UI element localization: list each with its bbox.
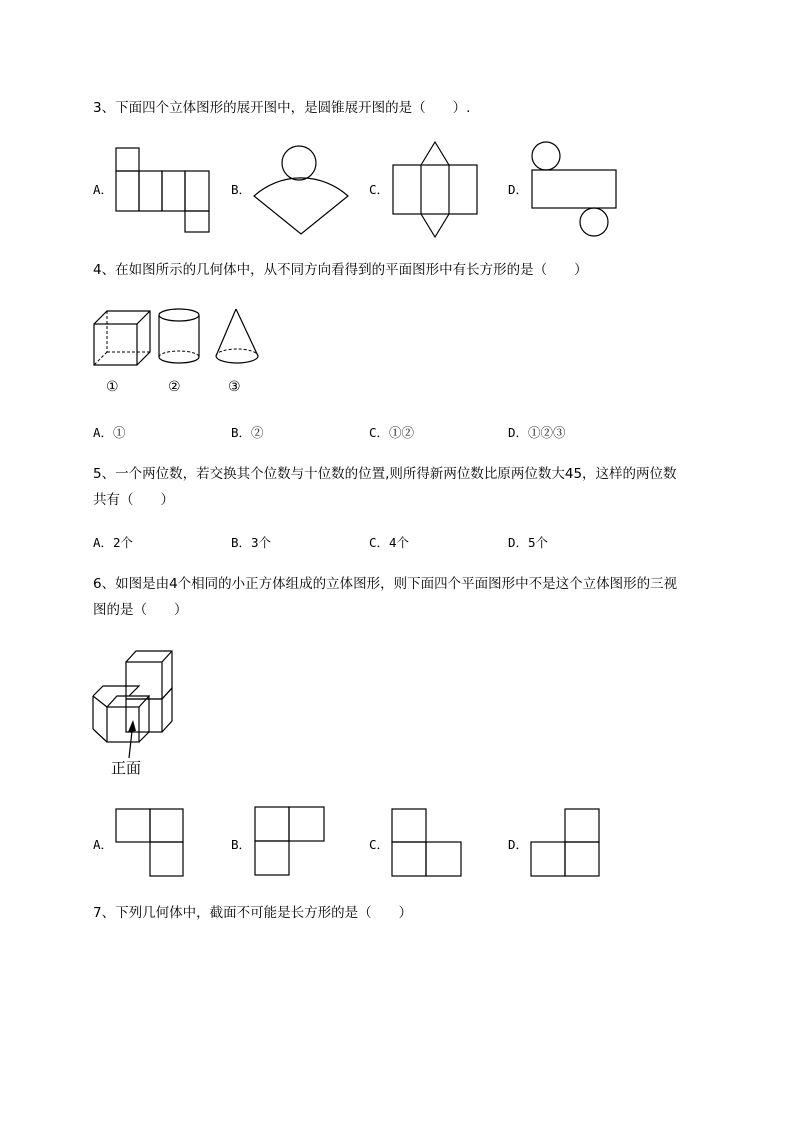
question-3-text: 3、下面四个立体图形的展开图中，是圆锥展开图的是（ ）. [93, 100, 471, 116]
q6-option-c-label: C． [369, 837, 390, 852]
question-7-text: 7、下列几何体中，截面不可能是长方形的是（ ） [93, 905, 413, 921]
q6-option-a-label: A． [93, 837, 114, 852]
question-6-text-line1: 6、如图是由4个相同的小正方体组成的立体图形，则下面四个平面图形中不是这个立体图形的三视 [93, 576, 678, 592]
q4-figure-label-1: ① [106, 379, 119, 395]
q6-option-d-label: D． [508, 837, 529, 852]
q6-option-a-view [114, 807, 186, 879]
q4-option-a: A．① [93, 425, 126, 440]
q6-option-b-label: B． [231, 837, 252, 852]
q3-option-c-label: C． [369, 182, 390, 197]
q5-option-b: B．3个 [231, 535, 272, 550]
arrow-up-icon [121, 718, 141, 762]
q5-option-d: D．5个 [508, 535, 549, 550]
q5-option-c: C．4个 [369, 535, 410, 550]
q3-option-c-prism-net [391, 140, 481, 240]
question-6-text-line2: 图的是（ ） [93, 602, 188, 618]
q6-front-view-label: 正面 [111, 759, 142, 777]
q4-figure-label-3: ③ [228, 379, 241, 395]
q5-option-a: A．2个 [93, 535, 134, 550]
q6-option-c-view [390, 807, 464, 879]
q3-option-a-cube-net [114, 146, 214, 236]
q6-option-b-view [253, 805, 327, 877]
q4-option-b: B．② [231, 425, 264, 440]
question-5-text-line2: 共有（ ） [93, 492, 174, 508]
q3-option-d-label: D． [508, 182, 529, 197]
q4-figure-cube [92, 309, 154, 367]
question-4-text: 4、在如图所示的几何体中，从不同方向看得到的平面图形中有长方形的是（ ） [93, 262, 588, 278]
q4-figure-cylinder [157, 307, 203, 365]
q4-figure-label-2: ② [168, 379, 181, 395]
q3-option-d-cylinder-net [530, 140, 620, 240]
q4-figure-cone [214, 307, 264, 365]
q3-option-a-label: A． [93, 182, 114, 197]
q4-option-c: C．①② [369, 425, 415, 440]
q6-option-d-view [529, 807, 603, 879]
q3-option-b-label: B． [231, 182, 252, 197]
question-5-text-line1: 5、一个两位数，若交换其个位数与十位数的位置,则所得新两位数比原两位数大45，这样的两位数 [93, 466, 677, 482]
q4-option-d: D．①②③ [508, 425, 566, 440]
q3-option-b-cone-net [252, 144, 352, 236]
